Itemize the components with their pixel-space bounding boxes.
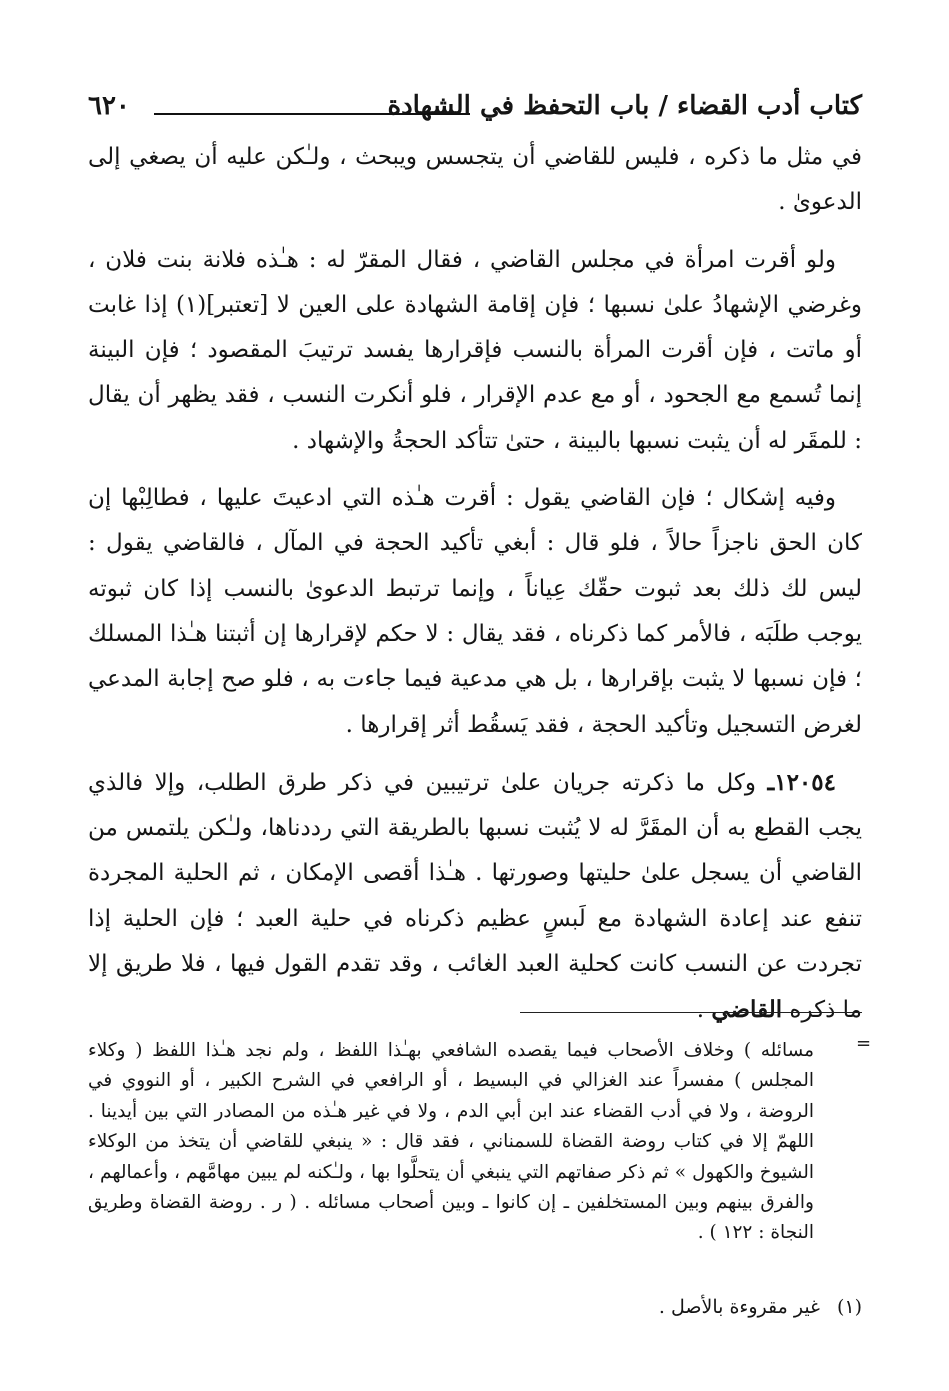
paragraph-2: ولو أقرت امرأة في مجلس القاضي ، فقال المقرّ له : هـٰذه فلانة بنت فلان ، وغرضي الإشهادُ علىٰ نسبها ؛ فإن إقامة الشهادة على العين لا [تعتبر](١) إذا غابت أو ماتت ، فإن أقرت المرأة بالنسب فإقرارها يفسد ترتيبَ المقصود ؛ فإن البينة إنما تُسمع مع الجحود ، أو مع عدم الإقرار ، فلو أنكرت النسب ، فقد يظهر أن يقال : للمقَر له أن يثبت نسبها بالبينة ، حتىٰ تتأكد الحجةُ والإشهاد .: [88, 246, 862, 454]
bold-term: القاضي: [711, 996, 783, 1024]
footnote-separator: [520, 1012, 862, 1013]
footnote-1-text: غير مقروءة بالأصل .: [658, 1296, 820, 1318]
main-text: [88, 135, 862, 1034]
paragraph-4: [88, 760, 862, 1034]
header-rule: [154, 113, 470, 115]
page-header: [88, 86, 862, 130]
footnote-continuation-mark: =: [856, 1033, 872, 1054]
paragraph-3: وفيه إشكال ؛ فإن القاضي يقول : أقرت هـٰذه التي ادعيتَ عليها ، فطالِبْها إن كان الحق ناجزاً حالاً ، فلو قال : أبغي تأكيد الحجة في المآل ، فالقاضي يقول : ليس لك ذلك بعد ثبوت حقّك عِياناً ، وإنما ترتبط الدعوىٰ بالنسب إذا كان ثبوته يوجب طلَبَه ، فالأمر كما ذكرناه ، فقد يقال : لا حكم لإقرارها إن أثبتنا هـٰذا المسلك ؛ فإن نسبها لا يثبت بإقرارها ، بل هي مدعية فيما جاءت به ، فلو صح إجابة المدعي لغرض التسجيل وتأكيد الحجة ، فقد يَسقُط أثر إقرارها .: [88, 485, 862, 738]
paragraph-1: في مثل ما ذكره ، فليس للقاضي أن يتجسس ويبحث ، ولـٰكن عليه أن يصغي إلى الدعوىٰ .: [88, 144, 862, 216]
footnote-1-number: (١): [836, 1296, 862, 1318]
paragraph-number: ١٢٠٥٤ـ: [767, 768, 836, 796]
paragraph-4-end: .: [696, 997, 712, 1024]
page-number: ٦٢٠: [88, 91, 130, 121]
footnote-continued: مسائله ) وخلاف الأصحاب فيما يقصده الشافعي بهـٰذا اللفظ ، ولم نجد هـٰذا اللفظ ( وكلاء المجلس ) مفسراً عند الغزالي في البسيط ، أو الرافعي في الشرح الكبير ، أو النووي في الروضة ، ولا في أدب القضاء عند ابن أبي الدم ، ولا في غير هـٰذه من المصادر التي بين أيدينا . اللهمّ إلا في كتاب روضة القضاة للسمناني ، فقد قال : « ينبغي للقاضي أن يتخذ من الوكلاء الشيوخ والكهول » ثم ذكر صفاتهم التي ينبغي أن يتحلَّوا بها ، ولـٰكنه لم يبين مهامَّهم ، وأعمالهم ، والفرق بينهم وبين المستخلفين ـ إن كانوا ـ وبين أصحاب مسائله . ( ر . روضة القضاة وطريق النجاة : ١٢٢ ) .: [88, 1040, 814, 1244]
footnote-1: [88, 1292, 862, 1322]
footnotes: [88, 1036, 814, 1249]
running-title: كتاب أدب القضاء / باب التحفظ في الشهادة: [387, 91, 862, 121]
paragraph-4-text: وكل ما ذكرته جريان علىٰ ترتيبين في ذكر طرق الطلب، وإلا فالذي يجب القطع به أن المقَرَّ له لا يُثبت نسبها بالطريقة التي رددناها، ولـٰكن يلتمس من القاضي أن يسجل علىٰ حليتها وصورتها . هـٰذا أقصى الإمكان ، ثم الحلية المجردة تنفع عند إعادة الشهادة مع لَبسٍ عظيم ذكرناه في حلية العبد ؛ فإن الحلية إذا تجردت عن النسب كانت كحلية العبد الغائب ، وقد تقدم القول فيها ، فلا طريق إلا ما ذكره: [88, 769, 862, 1024]
